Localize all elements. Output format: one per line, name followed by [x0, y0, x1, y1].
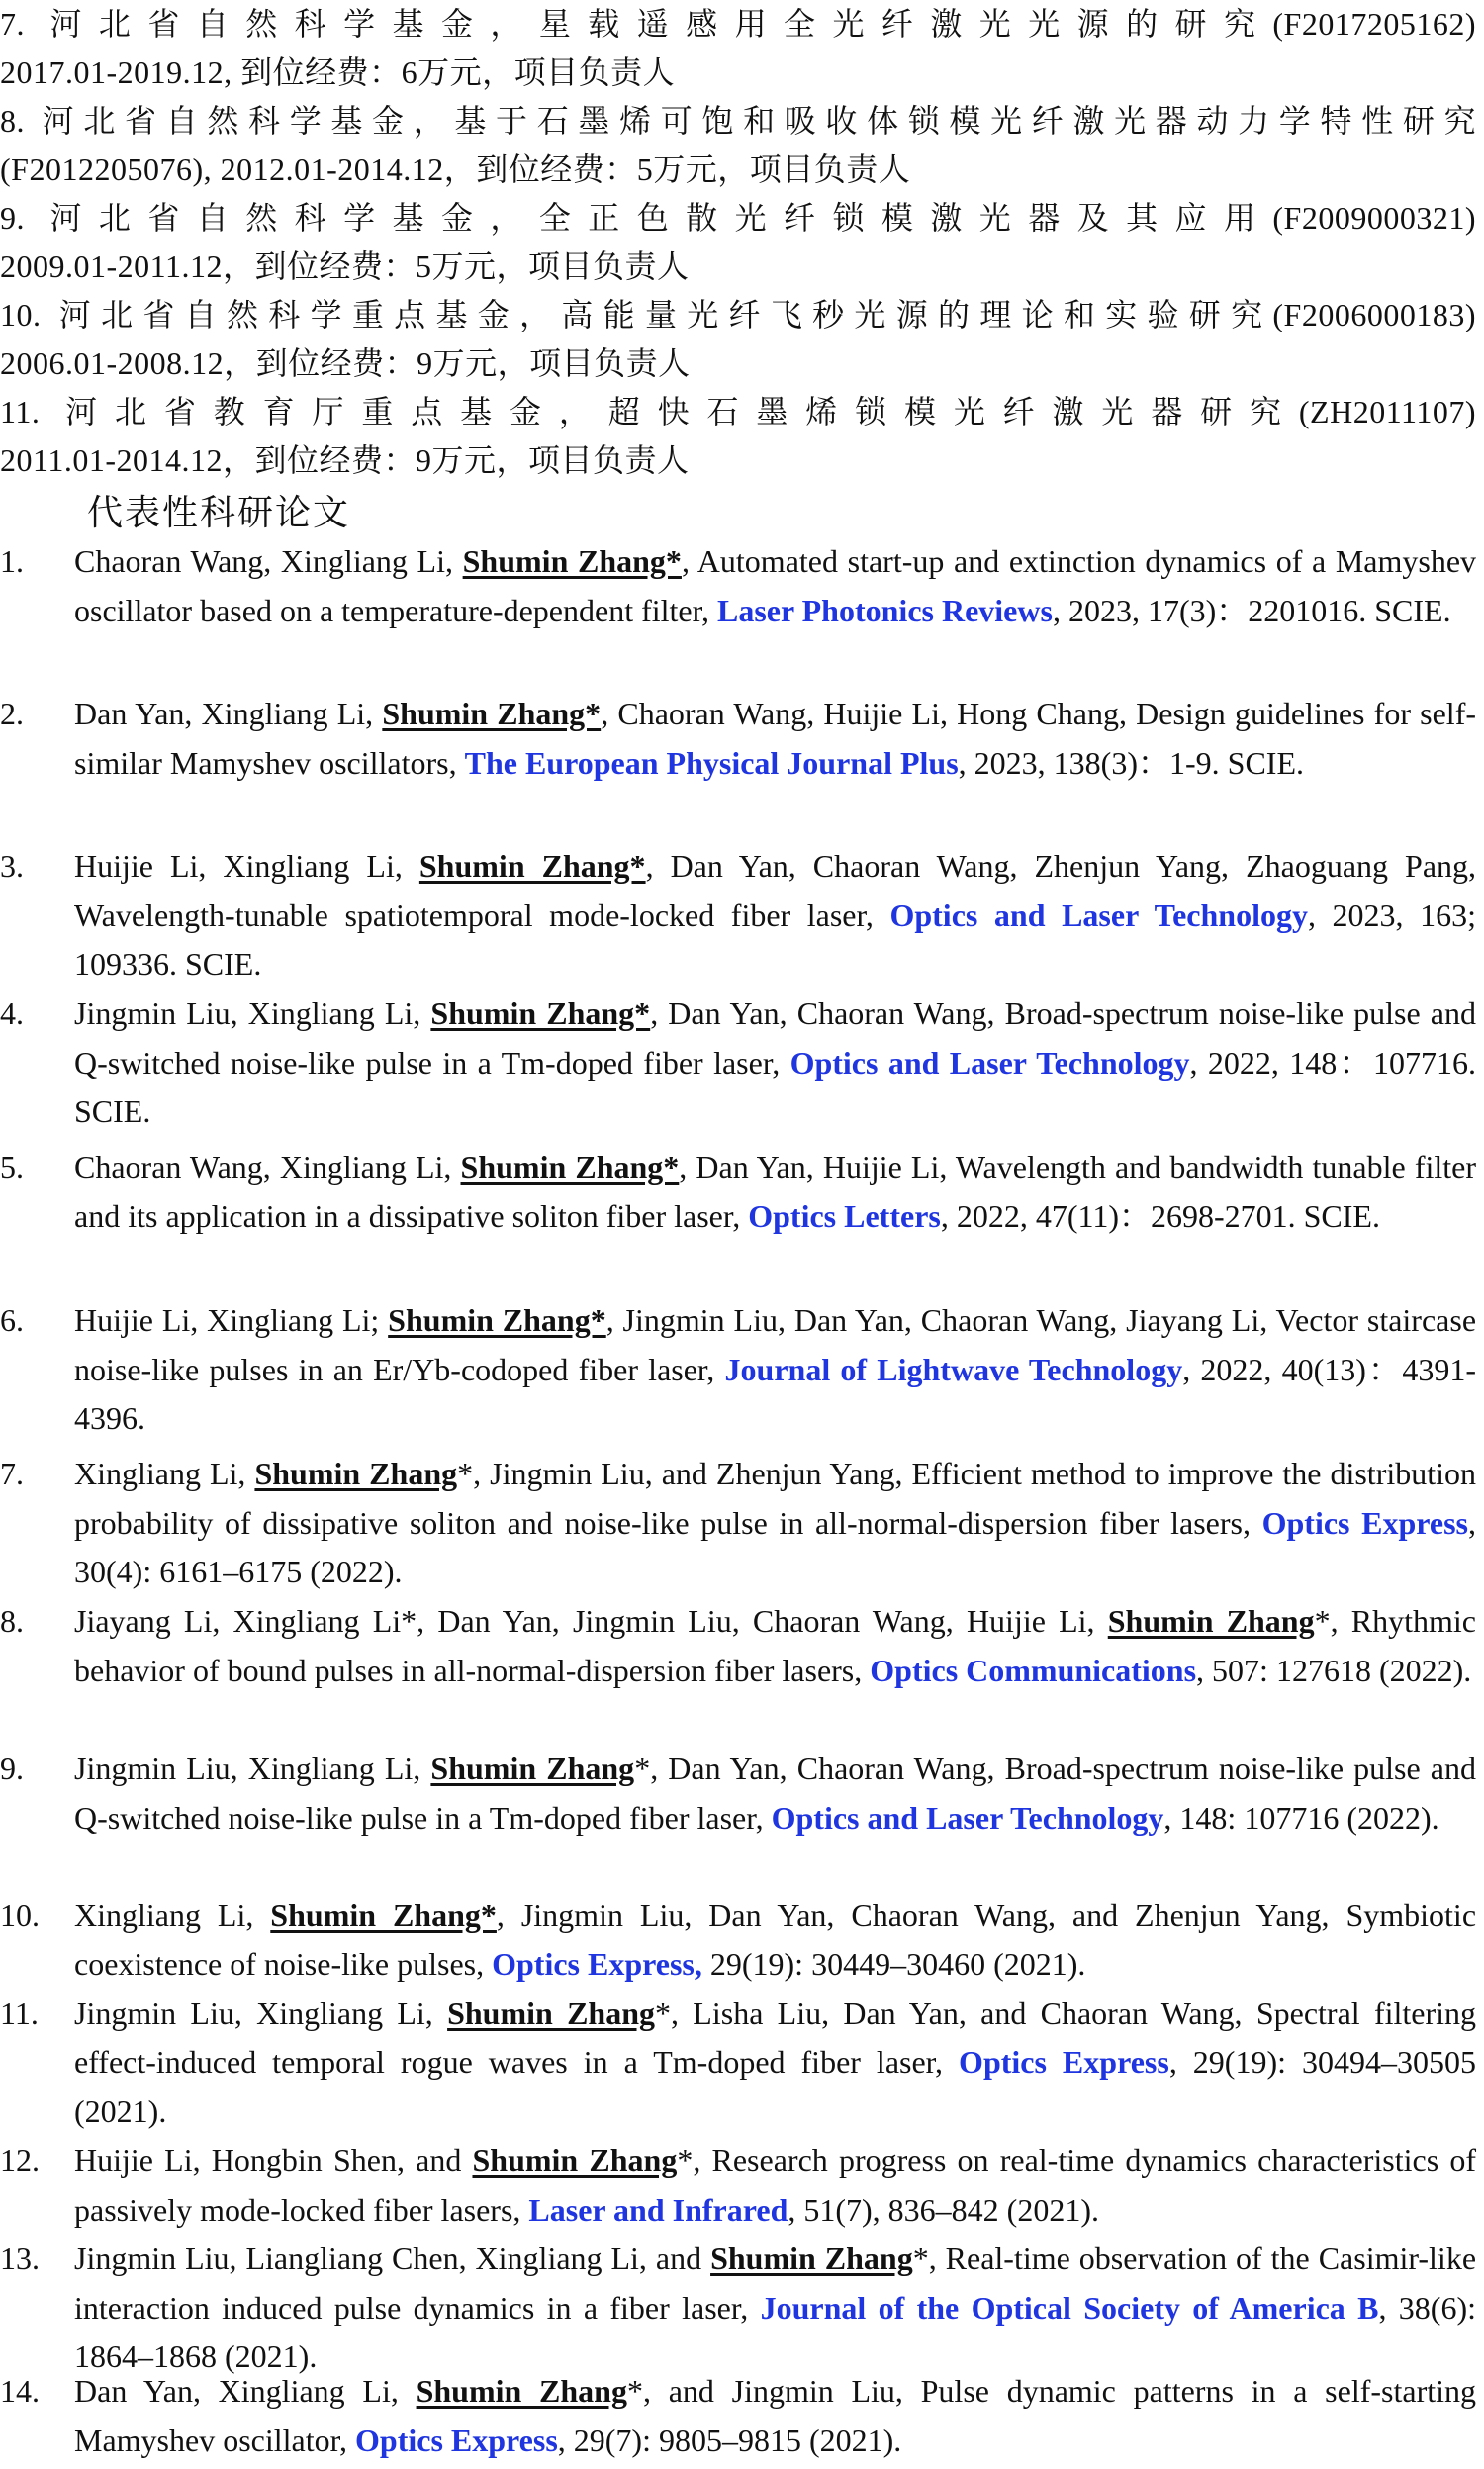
publication-number: 12. [0, 2142, 40, 2178]
citation-details: , 2023, 17(3)：2201016. SCIE. [1052, 592, 1451, 628]
publication-citation [74, 1891, 1476, 1989]
publication-number: 4. [0, 996, 24, 1031]
corresponding-author: Shumin Zhang [1107, 1603, 1315, 1639]
publication-item [0, 537, 1476, 635]
corresponding-author: Shumin Zhang [254, 1456, 458, 1491]
citation-details: , 2022, 40(13)：4391-4396. [74, 1351, 1476, 1436]
publication-item [0, 842, 1476, 990]
publication-citation [74, 1296, 1476, 1444]
journal-name: Optics Express [355, 2422, 558, 2458]
publication-citation [74, 2234, 1476, 2382]
citation-details: , 38(6): 1864–1868 (2021). [74, 2289, 1477, 2374]
citation-title: , Jingmin Liu, Dan Yan, Chaoran Wang, and Zhenjun Yang, Symbiotic coexistence of noise-like pulses, [74, 1897, 1477, 1982]
publication-item [0, 990, 1476, 1137]
publication-citation [74, 842, 1476, 990]
publication-citation [74, 1989, 1476, 2137]
citation-title: *, Real-time observation of the Casimir-like interaction induced pulse dynamics in a fiber laser, [74, 2240, 1477, 2326]
citation-authors: Dan Yan, Xingliang Li, [74, 696, 383, 731]
section-title: 代表性科研论文 [87, 493, 351, 532]
citation-authors: Chaoran Wang, Xingliang Li, [74, 1149, 461, 1185]
grant-item [0, 291, 1476, 388]
grant-item [0, 194, 1476, 291]
publication-item [0, 1143, 1476, 1241]
journal-name: Laser and Infrared [528, 2191, 788, 2228]
journal-name: Journal of Lightwave Technology [724, 1351, 1183, 1387]
citation-details: , 2022, 47(11)：2698-2701. SCIE. [940, 1197, 1380, 1234]
grant-item [0, 388, 1476, 485]
publication-number: 6. [0, 1302, 24, 1338]
citation-details: , 148: 107716 (2022). [1163, 1799, 1439, 1836]
publication-item [0, 2367, 1476, 2465]
publication-citation [74, 690, 1476, 788]
publication-item [0, 1597, 1476, 1695]
publication-number: 7. [0, 1456, 24, 1491]
citation-authors: Jiayang Li, Xingliang Li*, Dan Yan, Jingmin Liu, Chaoran Wang, Huijie Li, [74, 1603, 1108, 1639]
journal-name: Optics Express [959, 2043, 1169, 2080]
publication-number: 5. [0, 1149, 24, 1185]
publication-item [0, 1450, 1476, 1597]
publication-item [0, 1989, 1476, 2137]
citation-details: , 2023, 163; 109336. SCIE. [74, 897, 1477, 982]
corresponding-author: Shumin Zhang* [430, 996, 651, 1031]
citation-title: , Dan Yan, Chaoran Wang, Broad-spectrum noise-like pulse and Q-switched noise-like pulse in a Tm-doped fiber laser, [74, 996, 1477, 1081]
journal-name: Optics Letters [748, 1197, 941, 1234]
citation-title: , Chaoran Wang, Huijie Li, Hong Chang, Design guidelines for self-similar Mamyshev oscillators, [74, 696, 1477, 781]
publication-citation [74, 1597, 1476, 1695]
publication-number: 2. [0, 696, 24, 731]
corresponding-author: Shumin Zhang* [388, 1302, 606, 1338]
journal-name: Optics and Laser Technology [771, 1799, 1164, 1836]
publication-item [0, 690, 1476, 788]
citation-details: , 51(7), 836–842 (2021). [788, 2191, 1099, 2228]
journal-name: The European Physical Journal Plus [464, 744, 959, 781]
publication-number: 11. [0, 1995, 39, 2031]
corresponding-author: Shumin Zhang [447, 1995, 656, 2031]
grant-line: 10. 河北省自然科学重点基金，高能量光纤飞秒光源的理论和实验研究(F2006000183) [0, 297, 1476, 332]
publication-citation [74, 1143, 1476, 1241]
citation-authors: Jingmin Liu, Xingliang Li, [74, 996, 431, 1031]
grant-line: 2011.01-2014.12，到位经费：9万元，项目负责人 [0, 442, 690, 478]
journal-name: Laser Photonics Reviews [717, 592, 1053, 628]
grant-line: 8. 河北省自然科学基金，基于石墨烯可饱和吸收体锁模光纤激光器动力学特性研究 [0, 103, 1476, 139]
citation-authors: Jingmin Liu, Liangliang Chen, Xingliang Li, and [74, 2240, 711, 2276]
citation-authors: Chaoran Wang, Xingliang Li, [74, 543, 463, 579]
publication-item [0, 2234, 1476, 2382]
citation-details: 29(19): 30449–30460 (2021). [701, 1946, 1086, 1982]
journal-name: Optics Communications [870, 1652, 1197, 1688]
publication-citation [74, 537, 1476, 635]
grant-line: 2006.01-2008.12，到位经费：9万元，项目负责人 [0, 345, 691, 381]
grant-line: 2017.01-2019.12, 到位经费：6万元，项目负责人 [0, 54, 676, 90]
publication-number: 9. [0, 1751, 24, 1786]
corresponding-author: Shumin Zhang* [462, 543, 682, 579]
grant-line: 2009.01-2011.12，到位经费：5万元，项目负责人 [0, 248, 690, 284]
citation-details: , 507: 127618 (2022). [1196, 1652, 1472, 1688]
citation-title: , Jingmin Liu, Dan Yan, Chaoran Wang, Jiayang Li, Vector staircase noise-like pulses in an Er/Yb-codoped fiber laser, [74, 1302, 1477, 1387]
citation-title: *, Jingmin Liu, and Zhenjun Yang, Efficient method to improve the distribution probability of dissipative soliton and noise-like pulse in all-normal-dispersion fiber lasers, [74, 1456, 1477, 1541]
citation-authors: Huijie Li, Hongbin Shen, and [74, 2142, 473, 2178]
citation-authors: Xingliang Li, [74, 1456, 255, 1491]
publication-citation [74, 2137, 1476, 2234]
citation-authors: Jingmin Liu, Xingliang Li, [74, 1995, 448, 2031]
journal-name: Optics Express [1261, 1504, 1469, 1541]
journal-name: Optics and Laser Technology [889, 897, 1308, 933]
corresponding-author: Shumin Zhang [416, 2373, 627, 2409]
citation-authors: Huijie Li, Xingliang Li; [74, 1302, 389, 1338]
citation-authors: Dan Yan, Xingliang Li, [74, 2373, 417, 2409]
publication-item [0, 1745, 1476, 1843]
publication-citation [74, 2367, 1476, 2465]
grant-line: 11. 河北省教育厅重点基金，超快石墨烯锁模光纤激光器研究(ZH2011107) [0, 394, 1476, 429]
citation-title: , Dan Yan, Huijie Li, Wavelength and bandwidth tunable filter and its application in a dissipative soliton fiber laser, [74, 1149, 1477, 1234]
journal-name: Optics and Laser Technology [789, 1044, 1190, 1081]
publication-citation [74, 990, 1476, 1137]
citation-authors: Jingmin Liu, Xingliang Li, [74, 1751, 431, 1786]
publication-item [0, 1891, 1476, 1989]
publication-item [0, 1296, 1476, 1444]
corresponding-author: Shumin Zhang* [382, 696, 602, 731]
citation-title: *, Research progress on real-time dynamics characteristics of passively mode-locked fiber lasers, [74, 2142, 1476, 2228]
citation-title: , Automated start-up and extinction dynamics of a Mamyshev oscillator based on a temperature-dependent filter, [74, 543, 1477, 628]
corresponding-author: Shumin Zhang [710, 2240, 913, 2276]
corresponding-author: Shumin Zhang [430, 1751, 635, 1786]
publication-number: 14. [0, 2373, 40, 2409]
journal-name: Journal of the Optical Society of America B [760, 2289, 1379, 2326]
publication-number: 13. [0, 2240, 40, 2276]
publication-citation [74, 1745, 1476, 1843]
grant-item [0, 0, 1476, 97]
citation-title: *, Lisha Liu, Dan Yan, and Chaoran Wang, Spectral filtering effect-induced temporal rogue waves in a Tm-doped fiber laser, [74, 1995, 1477, 2080]
corresponding-author: Shumin Zhang* [270, 1897, 497, 1933]
grant-line: 9. 河北省自然科学基金，全正色散光纤锁模激光器及其应用(F2009000321) [0, 200, 1476, 236]
citation-title: , Dan Yan, Chaoran Wang, Zhenjun Yang, Zhaoguang Pang, Wavelength-tunable spatiotemporal mode-locked fiber laser, [74, 848, 1477, 933]
journal-name: Optics Express, [492, 1946, 702, 1982]
publication-citation [74, 1450, 1476, 1597]
publication-number: 10. [0, 1897, 40, 1933]
grant-line: 7. 河北省自然科学基金，星载遥感用全光纤激光光源的研究(F2017205162) [0, 6, 1476, 42]
citation-details: , 29(19): 30494–30505 (2021). [74, 2043, 1477, 2129]
grant-item [0, 97, 1476, 194]
publication-number: 8. [0, 1603, 24, 1639]
citation-details: , 2023, 138(3)：1-9. SCIE. [958, 744, 1304, 781]
citation-details: , 29(7): 9805–9815 (2021). [557, 2422, 902, 2458]
corresponding-author: Shumin Zhang [472, 2142, 678, 2178]
publication-item [0, 2137, 1476, 2234]
corresponding-author: Shumin Zhang* [418, 848, 646, 884]
citation-details: , 2022, 148：107716. SCIE. [74, 1044, 1476, 1129]
publication-number: 1. [0, 543, 24, 579]
citation-title: *, Rhythmic behavior of bound pulses in all-normal-dispersion fiber lasers, [74, 1603, 1477, 1688]
publication-number: 3. [0, 848, 24, 884]
citation-details: , 30(4): 6161–6175 (2022). [74, 1504, 1477, 1589]
citation-title: *, Dan Yan, Chaoran Wang, Broad-spectrum noise-like pulse and Q-switched noise-like pulse in a Tm-doped fiber laser, [74, 1751, 1477, 1836]
citation-authors: Xingliang Li, [74, 1897, 271, 1933]
grant-line: (F2012205076), 2012.01-2014.12，到位经费：5万元，项目负责人 [0, 151, 911, 187]
citation-authors: Huijie Li, Xingliang Li, [74, 848, 419, 884]
corresponding-author: Shumin Zhang* [460, 1149, 680, 1185]
citation-title: *, and Jingmin Liu, Pulse dynamic patterns in a self-starting Mamyshev oscillator, [74, 2373, 1477, 2458]
